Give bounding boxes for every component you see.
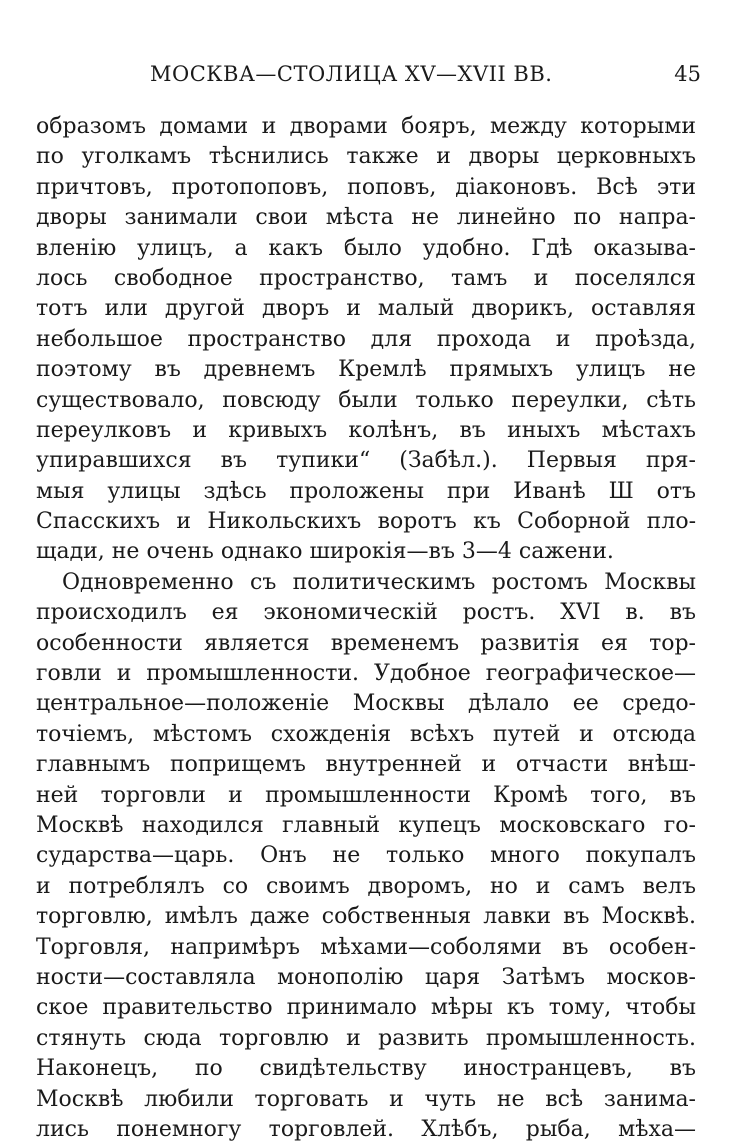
text-line: торговлю, имѣлъ даже собственныя лавки въ Москвѣ. xyxy=(36,904,696,930)
text-line: точіемъ, мѣстомъ схожденія всѣхъ путей и отсюда xyxy=(36,721,696,747)
text-line: причтовъ, протопоповъ, поповъ, діаконовъ. Всѣ эти xyxy=(36,174,696,200)
text-line: Торговля, напримѣръ мѣхами—соболями въ особен- xyxy=(36,934,696,960)
text-line: происходилъ ея экономическій ростъ. XVI в. въ xyxy=(36,600,696,626)
text-line: вленію улицъ, а какъ было удобно. Гдѣ оказыва- xyxy=(36,235,696,261)
text-line: ское правительство принимало мѣры къ тому, чтобы xyxy=(36,995,696,1021)
text-line: упиравшихся въ тупики“ (Забѣл.). Первыя пря- xyxy=(36,448,696,474)
text-line: центральное—положеніе Москвы дѣлало ее средо- xyxy=(36,691,696,717)
text-line: мыя улицы здѣсь проложены при Иванѣ Ш отъ xyxy=(36,478,696,504)
paragraph-2 xyxy=(36,568,696,1145)
text-line: поэтому въ древнемъ Кремлѣ прямыхъ улицъ не xyxy=(36,357,696,383)
text-line: щади, не очень однако широкія—въ 3—4 сажени. xyxy=(36,539,614,565)
text-line: стянуть сюда торговлю и развить промышленность. xyxy=(36,1025,696,1051)
text-line: небольшое пространство для прохода и проѣзда, xyxy=(36,326,696,352)
body-text xyxy=(36,112,696,1145)
text-line: дворы занимали свои мѣста не линейно по напра- xyxy=(36,205,696,231)
text-line: ней торговли и промышленности Кромѣ того, въ xyxy=(36,782,696,808)
text-line: Спасскихъ и Никольскихъ воротъ къ Соборной пло- xyxy=(36,509,696,535)
text-line: лось свободное пространство, тамъ и поселялся xyxy=(36,265,696,291)
text-line: переулковъ и кривыхъ колѣнъ, въ иныхъ мѣстахъ xyxy=(36,417,696,443)
page-number: 45 xyxy=(674,62,701,86)
text-line: Москвѣ находился главный купецъ московскаго го- xyxy=(36,812,696,838)
text-line: говли и промышленности. Удобное географическое— xyxy=(36,661,696,687)
text-line: Наконецъ, по свидѣтельству иностранцевъ, въ xyxy=(36,1056,696,1082)
text-line: Москвѣ любили торговать и чуть не всѣ занима- xyxy=(36,1086,696,1112)
text-line: тотъ или другой дворъ и малый дворикъ, оставляя xyxy=(36,296,696,322)
text-line: Одновременно съ политическимъ ростомъ Москвы xyxy=(62,569,696,595)
running-head-title: МОСКВА—СТОЛИЦА XV—XVII ВВ. xyxy=(150,62,553,86)
paragraph-1 xyxy=(36,112,696,568)
text-line: лись понемногу торговлей. Хлѣбъ, рыба, мѣха— xyxy=(36,1116,696,1142)
text-line: и потреблялъ со своимъ дворомъ, но и самъ велъ xyxy=(36,873,696,899)
text-line: сударства—царь. Онъ не только много покупалъ xyxy=(36,843,696,869)
text-line: образомъ домами и дворами бояръ, между которыми xyxy=(36,114,696,139)
text-line: особенности является временемъ развитія ея тор- xyxy=(36,630,696,656)
text-line: ности—составляла монополію царя Затѣмъ москов- xyxy=(36,964,696,990)
text-line: существовало, повсюду были только переулки, сѣть xyxy=(36,387,696,413)
text-line: по уголкамъ тѣснились также и дворы церковныхъ xyxy=(36,144,696,170)
text-line: главнымъ поприщемъ внутренней и отчасти внѣш- xyxy=(36,752,696,778)
